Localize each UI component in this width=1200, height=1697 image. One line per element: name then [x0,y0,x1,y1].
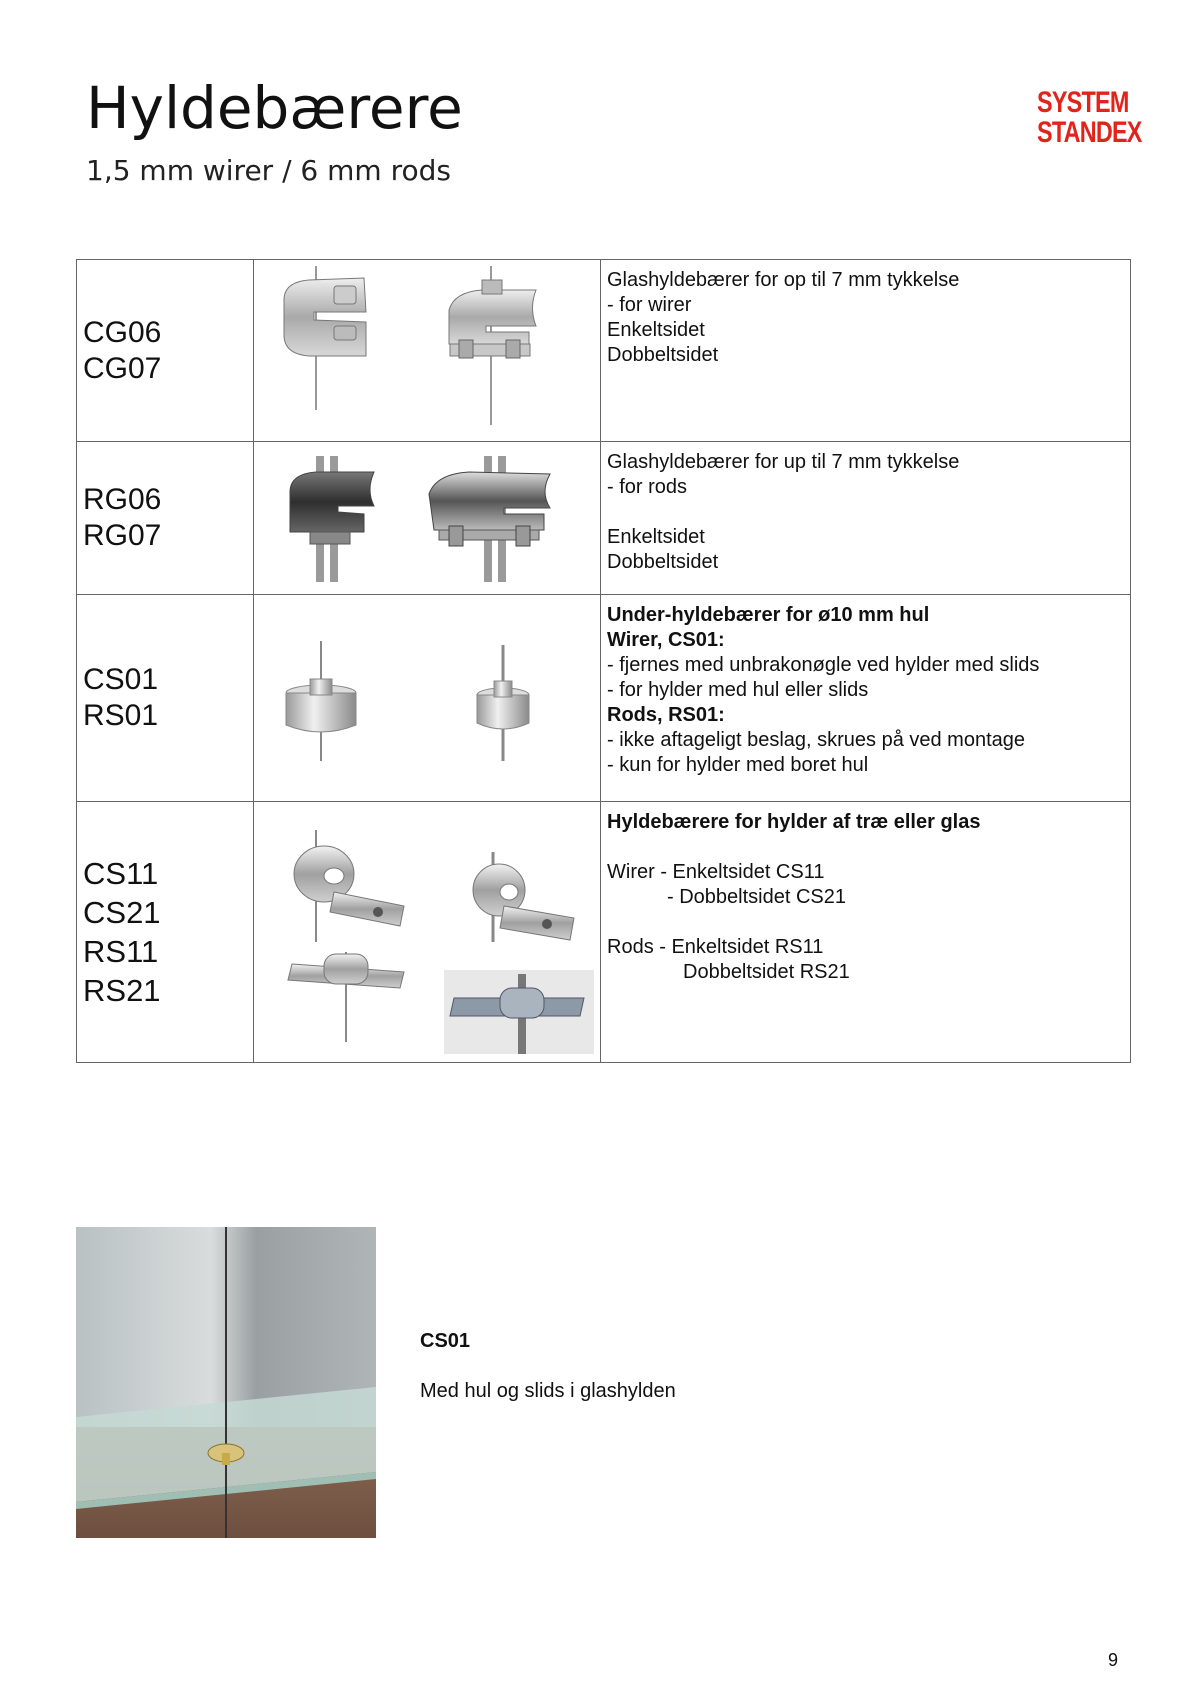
product-code: CS01 [83,663,159,696]
code-cell [77,595,254,802]
table-row [77,595,1131,802]
product-code: CG07 [83,351,162,385]
desc-line: Dobbeltsidet [607,344,719,366]
desc-line: - ikke aftageligt beslag, skrues på ved montage [607,729,1026,751]
rg-bracket-images [254,442,600,589]
page-subtitle: 1,5 mm wirer / 6 mm rods [86,154,451,187]
desc-line: Wirer - Enkeltsidet CS11 [607,861,825,883]
desc-line: Dobbeltsidet [607,551,719,573]
page-title: Hyldebærere [86,74,463,142]
desc-line: - for wirer [607,294,692,316]
description-cell [601,595,1131,802]
table-row [77,260,1131,442]
desc-line: - for rods [607,476,688,498]
product-code: CG06 [83,315,162,349]
table-row [77,802,1131,1063]
logo-line-2: STANDEX [1037,116,1142,149]
code-cell [77,442,254,595]
product-table [76,259,1131,1063]
caption-text: Med hul og slids i glashylden [420,1380,676,1402]
description-cell [601,260,1131,442]
product-code: RG07 [83,519,162,552]
image-cell [254,260,601,442]
page-number: 9 [1108,1650,1119,1670]
desc-line: - for hylder med hul eller slids [607,679,869,701]
table-row [77,442,1131,595]
desc-line: - fjernes med unbrakonøgle ved hylder med slids [607,654,1040,676]
desc-subheading: Rods, RS01: [607,704,725,726]
desc-line: - kun for hylder med boret hul [607,754,869,776]
desc-line: - Dobbeltsidet CS21 [667,886,846,908]
code-cell [77,260,254,442]
desc-line: Glashyldebærer for up til 7 mm tykkelse [607,451,960,473]
system-standex-logo [1026,86,1142,149]
cs11-rs21-images [254,802,600,1057]
product-code: CS11 [83,856,159,891]
cg-bracket-images [254,260,600,436]
description-cell [601,442,1131,595]
cs01-rs01-images [254,595,600,796]
desc-heading: Hyldebærere for hylder af træ eller glas [607,811,981,833]
image-cell [254,802,601,1063]
product-code: RS01 [83,699,159,732]
product-code: CS21 [83,895,161,930]
desc-line: Enkeltsidet [607,319,705,341]
product-code: RS21 [83,973,161,1008]
desc-line: Enkeltsidet [607,526,705,548]
code-cell [77,802,254,1063]
description-cell [601,802,1131,1063]
product-code: RS11 [83,934,159,969]
caption-code: CS01 [420,1330,471,1352]
image-cell [254,595,601,802]
desc-line: Glashyldebærer for op til 7 mm tykkelse [607,269,960,291]
desc-heading: Under-hyldebærer for ø10 mm hul [607,604,930,626]
desc-line: Dobbeltsidet RS21 [683,961,850,983]
desc-subheading: Wirer, CS01: [607,629,725,651]
desc-line: Rods - Enkeltsidet RS11 [607,936,824,958]
product-code: RG06 [83,483,162,516]
logo-line-1: SYSTEM [1037,86,1129,119]
image-cell [254,442,601,595]
glass-shelf-photo [76,1227,376,1538]
